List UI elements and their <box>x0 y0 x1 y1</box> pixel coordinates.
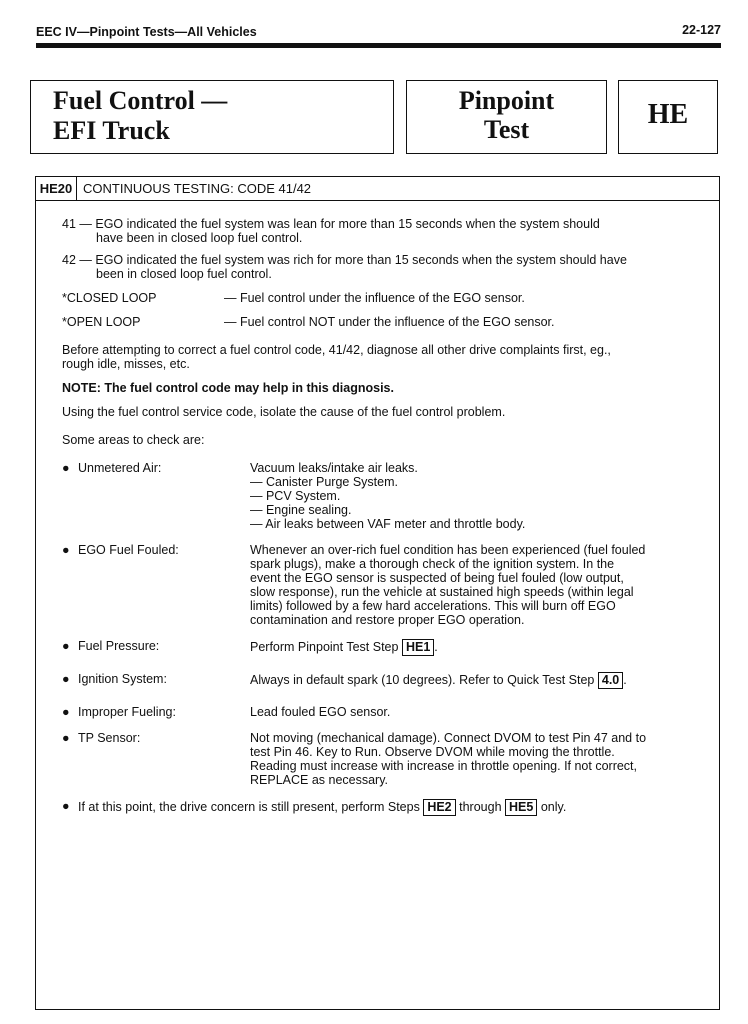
before-paragraph <box>62 343 691 371</box>
step-header <box>36 177 719 201</box>
check-value <box>250 461 691 531</box>
check-text: Always in default spark (10 degrees). Refer to Quick Test Step <box>250 673 595 687</box>
check-after: . <box>623 673 627 687</box>
header-rule <box>36 43 721 48</box>
bullet-icon: ● <box>62 705 70 719</box>
code-41-text-1: EGO indicated the fuel system was lean for more than 15 seconds when the system should <box>95 217 600 231</box>
title-box <box>30 80 394 154</box>
check-line: — Engine sealing. <box>250 503 352 517</box>
check-line: slow response), run the vehicle at sustained high speeds (within legal <box>250 585 634 599</box>
test-code: HE <box>647 99 689 130</box>
page-header <box>36 25 721 47</box>
bullet-icon: ● <box>62 799 70 813</box>
pinpoint-line-1: Pinpoint <box>458 86 555 115</box>
step-ref-he2[interactable]: HE2 <box>423 799 455 816</box>
check-line: Vacuum leaks/intake air leaks. <box>250 461 418 475</box>
before-line-2: rough idle, misses, etc. <box>62 357 190 371</box>
test-code-box <box>618 80 718 154</box>
title-line-1: Fuel Control — <box>53 86 228 115</box>
final-text-1: If at this point, the drive concern is still present, perform Steps <box>78 800 420 814</box>
check-line: — PCV System. <box>250 489 341 503</box>
pinpoint-box <box>406 80 607 154</box>
check-label: Ignition System: <box>78 672 167 686</box>
step-ref-he1[interactable]: HE1 <box>402 639 434 656</box>
step-id: HE20 <box>36 177 77 200</box>
final-instruction <box>62 799 691 816</box>
code-41-num: 41 — <box>62 217 92 231</box>
areas-intro: Some areas to check are: <box>62 433 205 447</box>
check-unmetered-air <box>62 461 691 531</box>
open-loop-desc: — Fuel control NOT under the influence of the EGO sensor. <box>224 315 555 329</box>
check-label: Fuel Pressure: <box>78 639 160 653</box>
page-number: 22-127 <box>682 23 721 37</box>
check-line: — Air leaks between VAF meter and throttle body. <box>250 517 526 531</box>
check-value <box>250 543 691 627</box>
check-line: — Canister Purge System. <box>250 475 398 489</box>
check-improper-fueling <box>62 705 691 719</box>
check-label: EGO Fuel Fouled: <box>78 543 179 557</box>
code-41-text-2: have been in closed loop fuel control. <box>96 231 303 245</box>
code-41 <box>62 217 691 245</box>
check-label: Improper Fueling: <box>78 705 176 719</box>
check-value: Lead fouled EGO sensor. <box>250 705 391 719</box>
check-ignition-system <box>62 672 691 689</box>
code-42-num: 42 — <box>62 253 92 267</box>
check-fuel-pressure <box>62 639 691 656</box>
bullet-icon: ● <box>62 672 70 686</box>
check-line: Not moving (mechanical damage). Connect DVOM to test Pin 47 and to <box>250 731 647 745</box>
final-text-3: only. <box>540 800 567 814</box>
open-loop-label: *OPEN LOOP <box>62 315 141 329</box>
check-line: event the EGO sensor is suspected of being fuel fouled (low output, <box>250 571 624 585</box>
check-line: spark plugs), make a thorough check of the ignition system. In the <box>250 557 615 571</box>
check-value <box>250 672 691 689</box>
step-ref-he5[interactable]: HE5 <box>505 799 537 816</box>
step-body <box>36 201 719 816</box>
bullet-icon: ● <box>62 461 70 475</box>
closed-loop-desc: — Fuel control under the influence of the EGO sensor. <box>224 291 525 305</box>
using-paragraph: Using the fuel control service code, isolate the cause of the fuel control problem. <box>62 405 506 419</box>
before-line-1: Before attempting to correct a fuel control code, 41/42, diagnose all other drive complaints first, eg., <box>62 343 611 357</box>
code-42-text-1: EGO indicated the fuel system was rich for more than 15 seconds when the system should have <box>95 253 627 267</box>
pinpoint-line-2: Test <box>483 115 530 144</box>
final-text-2: through <box>459 800 502 814</box>
check-label: Unmetered Air: <box>78 461 162 475</box>
check-after: . <box>434 640 438 654</box>
check-line: Reading must increase with increase in throttle opening. If not correct, <box>250 759 638 773</box>
open-loop-row <box>62 315 691 329</box>
check-line: test Pin 46. Key to Run. Observe DVOM while moving the throttle. <box>250 745 615 759</box>
check-text: Perform Pinpoint Test Step <box>250 640 399 654</box>
check-line: Whenever an over-rich fuel condition has been experienced (fuel fouled <box>250 543 646 557</box>
bullet-icon: ● <box>62 731 70 745</box>
check-tp-sensor <box>62 731 691 787</box>
check-line: REPLACE as necessary. <box>250 773 389 787</box>
step-title: CONTINUOUS TESTING: CODE 41/42 <box>83 181 312 196</box>
header-title: EEC IV—Pinpoint Tests—All Vehicles <box>36 25 257 39</box>
check-line: contamination and restore proper EGO operation. <box>250 613 525 627</box>
closed-loop-label: *CLOSED LOOP <box>62 291 157 305</box>
check-line: limits) followed by a few hard accelerations. This will burn off EGO <box>250 599 616 613</box>
final-text <box>78 799 566 816</box>
code-42 <box>62 253 691 281</box>
step-panel <box>35 176 720 1010</box>
bullet-icon: ● <box>62 639 70 653</box>
check-ego-fuel-fouled <box>62 543 691 627</box>
step-ref-4-0[interactable]: 4.0 <box>598 672 623 689</box>
check-label: TP Sensor: <box>78 731 141 745</box>
note: NOTE: The fuel control code may help in this diagnosis. <box>62 381 394 395</box>
code-42-text-2: been in closed loop fuel control. <box>96 267 272 281</box>
bullet-icon: ● <box>62 543 70 557</box>
check-value <box>250 731 691 787</box>
check-value <box>250 639 691 656</box>
closed-loop-row <box>62 291 691 305</box>
title-line-2: EFI Truck <box>53 116 170 145</box>
